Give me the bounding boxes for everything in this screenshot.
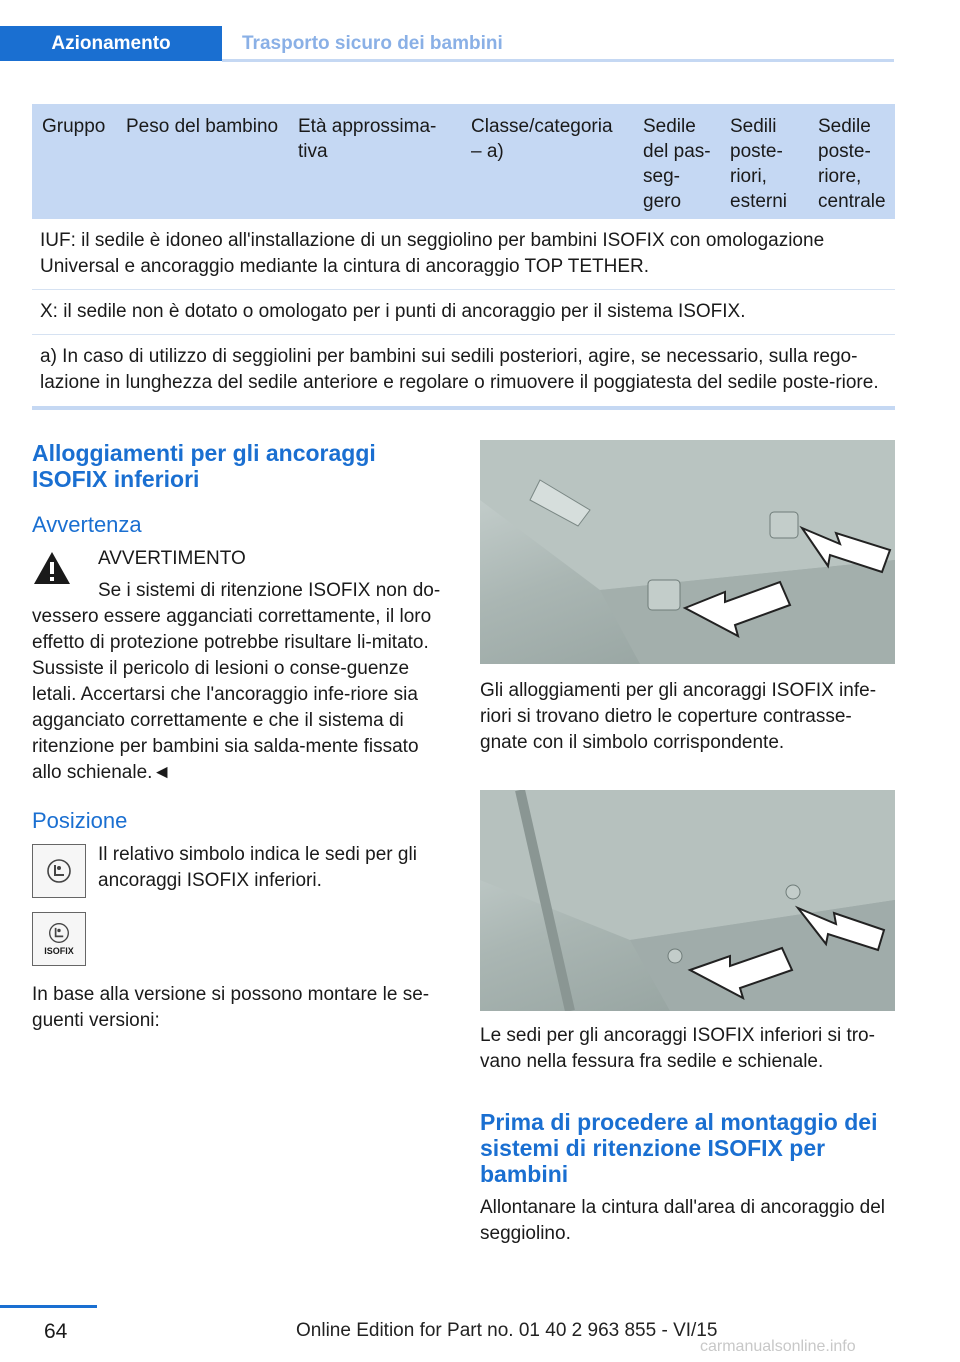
right-column xyxy=(480,440,895,1247)
watermark: carmanualsonline.info xyxy=(700,1338,856,1355)
col-classe: Classe/categoria – a) xyxy=(471,116,613,162)
page-number: 64 xyxy=(44,1320,68,1343)
position-text: Il relativo simbolo indica le sedi per gli ancoraggi ISOFIX inferiori. xyxy=(98,844,417,891)
warning-label: AVVERTIMENTO xyxy=(98,548,246,569)
installation-text: Allontanare la cintura dall'area di ancoraggio del seggiolino. xyxy=(480,1197,886,1244)
seat-illustration xyxy=(480,790,895,1011)
col-gruppo: Gruppo xyxy=(42,116,106,137)
warning-block xyxy=(32,546,442,786)
section-tab[interactable]: Azionamento xyxy=(0,26,222,61)
photo-caption-1: Gli alloggiamenti per gli ancoraggi ISOFIX infe-riori si trovano dietro le coperture contrasse-gnate con il simbolo corrispondente. xyxy=(480,680,877,753)
col-peso: Peso del bambino xyxy=(126,116,279,137)
table-note-x: X: il sedile non è dotato o omologato per i punti di ancoraggio per il sistema ISOFIX. xyxy=(32,290,895,335)
col-sedile-passeggero: Sedile del pas-seg-gero xyxy=(643,116,711,212)
seat-illustration xyxy=(480,440,895,664)
isofix-table xyxy=(32,104,895,410)
child-seat-icon xyxy=(46,858,72,884)
isofix-seat-icon xyxy=(32,844,86,898)
col-sedile-centrale: Sedile poste-riore, centrale xyxy=(818,116,886,212)
isofix-label-icon xyxy=(32,912,86,966)
page-header xyxy=(0,0,960,62)
warning-icon xyxy=(32,550,72,586)
child-seat-icon xyxy=(48,922,70,944)
versions-text: In base alla versione si possono montare le se-guenti versioni: xyxy=(32,984,430,1031)
warning-heading: Avvertenza xyxy=(32,512,142,537)
photo-caption-2: Le sedi per gli ancoraggi ISOFIX inferiori si tro-vano nella fessura fra sedile e schienale. xyxy=(480,1025,875,1072)
col-eta: Età approssima-tiva xyxy=(298,116,437,162)
table-note-a: a) In caso di utilizzo di seggiolini per bambini sui sedili posteriori, agire, se necessario, sulla rego-lazione in lunghezza del sedile anteriore e regolare o rimuovere il poggiatesta del sedile poste-riore. xyxy=(32,335,895,410)
chapter-tab[interactable]: Trasporto sicuro dei bambini xyxy=(242,32,503,54)
col-sedili-esterni: Sedili poste-riori, esterni xyxy=(730,116,788,212)
edition-text: Online Edition for Part no. 01 40 2 963 855 - VI/15 xyxy=(296,1320,718,1341)
header-rule xyxy=(222,59,894,62)
section-title-installation: Prima di procedere al montaggio dei sistemi di ritenzione ISOFIX per bambini xyxy=(480,1109,878,1187)
isofix-icon-label: ISOFIX xyxy=(44,946,74,956)
warning-text: Se i sistemi di ritenzione ISOFIX non do-vessero essere agganciati correttamente, il loro effetto di protezione potrebbe risultare li-mitato. Sussiste il pericolo di lesioni o conse-guenze letali. Accertarsi che l'ancoraggio infe-riore sia agganciato correttamente e che il sistema di ritenzione per bambini sia salda-mente fissato allo schienale.◄ xyxy=(32,580,441,783)
section-title-isofix: Alloggiamenti per gli ancoraggi ISOFIX inferiori xyxy=(32,440,376,492)
left-column xyxy=(32,440,442,1034)
isofix-gap-photo xyxy=(480,790,895,1011)
table-header xyxy=(32,104,895,219)
position-block xyxy=(32,842,442,900)
position-heading: Posizione xyxy=(32,808,128,833)
table-note-iuf: IUF: il sedile è idoneo all'installazione di un seggiolino per bambini ISOFIX con omologazione Universal e ancoraggio mediante la cintura di ancoraggio TOP TETHER. xyxy=(32,219,895,290)
isofix-cover-photo xyxy=(480,440,895,664)
footer-rule xyxy=(0,1305,97,1308)
